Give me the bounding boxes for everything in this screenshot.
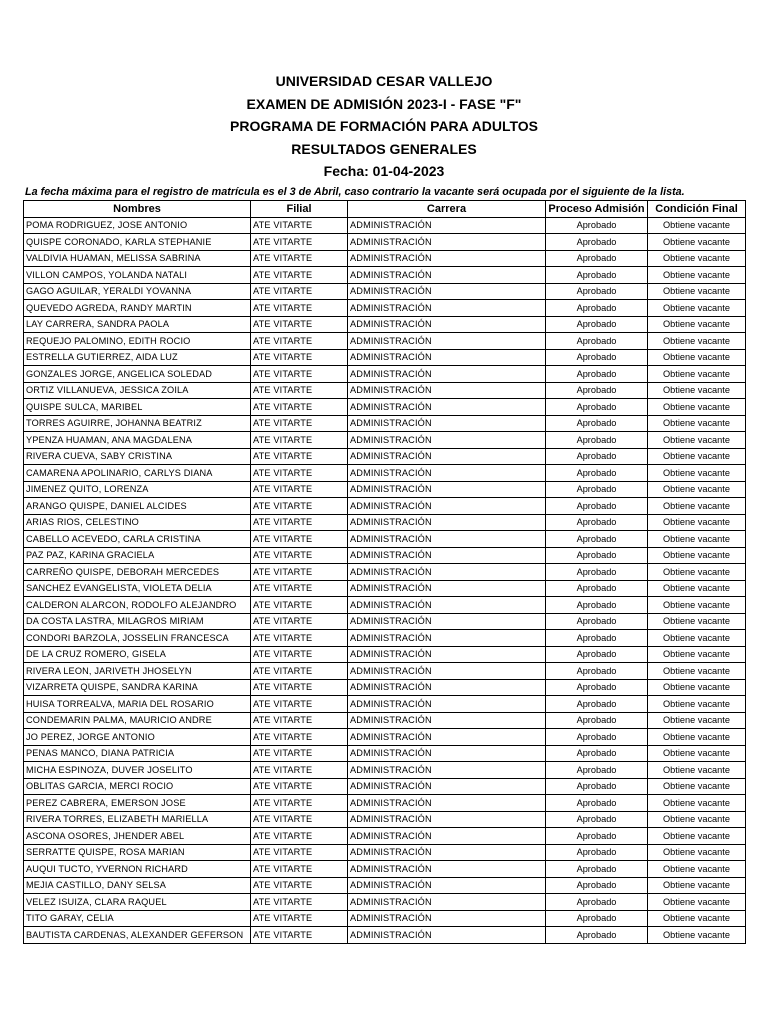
cell-filial: ATE VITARTE <box>251 861 348 878</box>
cell-nombre: JIMENEZ QUITO, LORENZA <box>24 481 251 498</box>
cell-condicion-final: Obtiene vacante <box>648 333 746 350</box>
cell-filial: ATE VITARTE <box>251 646 348 663</box>
table-row <box>24 564 746 581</box>
cell-filial: ATE VITARTE <box>251 712 348 729</box>
cell-condicion-final: Obtiene vacante <box>648 828 746 845</box>
cell-carrera: ADMINISTRACIÓN <box>348 861 546 878</box>
table-row <box>24 333 746 350</box>
cell-carrera: ADMINISTRACIÓN <box>348 415 546 432</box>
cell-condicion-final: Obtiene vacante <box>648 745 746 762</box>
cell-carrera: ADMINISTRACIÓN <box>348 250 546 267</box>
cell-nombre: OBLITAS GARCIA, MERCI ROCIO <box>24 778 251 795</box>
cell-proceso-admision: Aprobado <box>546 432 648 449</box>
cell-condicion-final: Obtiene vacante <box>648 316 746 333</box>
cell-carrera: ADMINISTRACIÓN <box>348 613 546 630</box>
cell-condicion-final: Obtiene vacante <box>648 465 746 482</box>
cell-nombre: CALDERON ALARCON, RODOLFO ALEJANDRO <box>24 597 251 614</box>
cell-condicion-final: Obtiene vacante <box>648 267 746 284</box>
cell-carrera: ADMINISTRACIÓN <box>348 729 546 746</box>
cell-filial: ATE VITARTE <box>251 613 348 630</box>
table-row <box>24 366 746 383</box>
cell-proceso-admision: Aprobado <box>546 399 648 416</box>
cell-condicion-final: Obtiene vacante <box>648 283 746 300</box>
cell-nombre: DA COSTA LASTRA, MILAGROS MIRIAM <box>24 613 251 630</box>
column-header-condicion-final: Condición Final <box>648 201 746 218</box>
cell-carrera: ADMINISTRACIÓN <box>348 795 546 812</box>
cell-carrera: ADMINISTRACIÓN <box>348 778 546 795</box>
cell-filial: ATE VITARTE <box>251 795 348 812</box>
cell-proceso-admision: Aprobado <box>546 696 648 713</box>
cell-proceso-admision: Aprobado <box>546 316 648 333</box>
cell-carrera: ADMINISTRACIÓN <box>348 564 546 581</box>
table-row <box>24 547 746 564</box>
results-title: RESULTADOS GENERALES <box>291 140 477 157</box>
cell-proceso-admision: Aprobado <box>546 448 648 465</box>
cell-proceso-admision: Aprobado <box>546 415 648 432</box>
cell-filial: ATE VITARTE <box>251 531 348 548</box>
cell-condicion-final: Obtiene vacante <box>648 762 746 779</box>
cell-condicion-final: Obtiene vacante <box>648 630 746 647</box>
cell-nombre: VELEZ ISUIZA, CLARA RAQUEL <box>24 894 251 911</box>
cell-carrera: ADMINISTRACIÓN <box>348 696 546 713</box>
cell-filial: ATE VITARTE <box>251 514 348 531</box>
table-row <box>24 679 746 696</box>
cell-proceso-admision: Aprobado <box>546 250 648 267</box>
cell-nombre: POMA RODRIGUEZ, JOSE ANTONIO <box>24 217 251 234</box>
cell-proceso-admision: Aprobado <box>546 366 648 383</box>
cell-nombre: BAUTISTA CARDENAS, ALEXANDER GEFERSON <box>24 927 251 944</box>
cell-proceso-admision: Aprobado <box>546 630 648 647</box>
cell-condicion-final: Obtiene vacante <box>648 729 746 746</box>
cell-proceso-admision: Aprobado <box>546 861 648 878</box>
cell-filial: ATE VITARTE <box>251 894 348 911</box>
cell-filial: ATE VITARTE <box>251 844 348 861</box>
cell-nombre: TORRES AGUIRRE, JOHANNA BEATRIZ <box>24 415 251 432</box>
cell-carrera: ADMINISTRACIÓN <box>348 679 546 696</box>
cell-nombre: RIVERA TORRES, ELIZABETH MARIELLA <box>24 811 251 828</box>
cell-condicion-final: Obtiene vacante <box>648 910 746 927</box>
cell-nombre: YPENZA HUAMAN, ANA MAGDALENA <box>24 432 251 449</box>
cell-proceso-admision: Aprobado <box>546 597 648 614</box>
table-row <box>24 696 746 713</box>
cell-filial: ATE VITARTE <box>251 349 348 366</box>
cell-condicion-final: Obtiene vacante <box>648 432 746 449</box>
cell-proceso-admision: Aprobado <box>546 382 648 399</box>
cell-condicion-final: Obtiene vacante <box>648 795 746 812</box>
table-row <box>24 927 746 944</box>
cell-carrera: ADMINISTRACIÓN <box>348 927 546 944</box>
table-row <box>24 613 746 630</box>
table-row <box>24 316 746 333</box>
cell-carrera: ADMINISTRACIÓN <box>348 894 546 911</box>
cell-filial: ATE VITARTE <box>251 267 348 284</box>
cell-filial: ATE VITARTE <box>251 729 348 746</box>
cell-carrera: ADMINISTRACIÓN <box>348 481 546 498</box>
cell-condicion-final: Obtiene vacante <box>648 234 746 251</box>
cell-filial: ATE VITARTE <box>251 778 348 795</box>
cell-carrera: ADMINISTRACIÓN <box>348 910 546 927</box>
cell-filial: ATE VITARTE <box>251 745 348 762</box>
table-row <box>24 630 746 647</box>
cell-filial: ATE VITARTE <box>251 580 348 597</box>
cell-filial: ATE VITARTE <box>251 300 348 317</box>
cell-filial: ATE VITARTE <box>251 234 348 251</box>
cell-nombre: JO PEREZ, JORGE ANTONIO <box>24 729 251 746</box>
cell-proceso-admision: Aprobado <box>546 795 648 812</box>
cell-carrera: ADMINISTRACIÓN <box>348 217 546 234</box>
table-row <box>24 910 746 927</box>
cell-carrera: ADMINISTRACIÓN <box>348 465 546 482</box>
cell-nombre: CAMARENA APOLINARIO, CARLYS DIANA <box>24 465 251 482</box>
table-row <box>24 778 746 795</box>
table-row <box>24 811 746 828</box>
cell-condicion-final: Obtiene vacante <box>648 811 746 828</box>
cell-proceso-admision: Aprobado <box>546 877 648 894</box>
cell-proceso-admision: Aprobado <box>546 349 648 366</box>
cell-proceso-admision: Aprobado <box>546 580 648 597</box>
cell-nombre: AUQUI TUCTO, YVERNON RICHARD <box>24 861 251 878</box>
cell-carrera: ADMINISTRACIÓN <box>348 712 546 729</box>
cell-filial: ATE VITARTE <box>251 630 348 647</box>
cell-nombre: PAZ PAZ, KARINA GRACIELA <box>24 547 251 564</box>
cell-carrera: ADMINISTRACIÓN <box>348 844 546 861</box>
column-header-filial: Filial <box>251 201 348 218</box>
table-row <box>24 432 746 449</box>
table-row <box>24 448 746 465</box>
table-row <box>24 415 746 432</box>
cell-proceso-admision: Aprobado <box>546 811 648 828</box>
cell-proceso-admision: Aprobado <box>546 844 648 861</box>
cell-carrera: ADMINISTRACIÓN <box>348 283 546 300</box>
cell-filial: ATE VITARTE <box>251 465 348 482</box>
cell-condicion-final: Obtiene vacante <box>648 481 746 498</box>
cell-nombre: ARIAS RIOS, CELESTINO <box>24 514 251 531</box>
cell-nombre: CONDEMARIN PALMA, MAURICIO ANDRE <box>24 712 251 729</box>
cell-carrera: ADMINISTRACIÓN <box>348 382 546 399</box>
table-row <box>24 217 746 234</box>
program-title: PROGRAMA DE FORMACIÓN PARA ADULTOS <box>230 118 538 134</box>
date-line: Fecha: 01-04-2023 <box>323 163 445 179</box>
cell-proceso-admision: Aprobado <box>546 514 648 531</box>
table-row <box>24 267 746 284</box>
cell-carrera: ADMINISTRACIÓN <box>348 877 546 894</box>
cell-proceso-admision: Aprobado <box>546 778 648 795</box>
table-row <box>24 514 746 531</box>
cell-proceso-admision: Aprobado <box>546 564 648 581</box>
cell-carrera: ADMINISTRACIÓN <box>348 547 546 564</box>
table-row <box>24 481 746 498</box>
table-row <box>24 300 746 317</box>
table-row <box>24 597 746 614</box>
cell-filial: ATE VITARTE <box>251 432 348 449</box>
results-table <box>23 200 746 944</box>
cell-proceso-admision: Aprobado <box>546 333 648 350</box>
cell-carrera: ADMINISTRACIÓN <box>348 366 546 383</box>
cell-carrera: ADMINISTRACIÓN <box>348 646 546 663</box>
cell-condicion-final: Obtiene vacante <box>648 861 746 878</box>
cell-nombre: ORTIZ VILLANUEVA, JESSICA ZOILA <box>24 382 251 399</box>
cell-proceso-admision: Aprobado <box>546 927 648 944</box>
cell-proceso-admision: Aprobado <box>546 300 648 317</box>
cell-proceso-admision: Aprobado <box>546 663 648 680</box>
cell-filial: ATE VITARTE <box>251 448 348 465</box>
cell-nombre: SANCHEZ EVANGELISTA, VIOLETA DELIA <box>24 580 251 597</box>
table-row <box>24 844 746 861</box>
cell-condicion-final: Obtiene vacante <box>648 663 746 680</box>
table-row <box>24 729 746 746</box>
table-row <box>24 382 746 399</box>
cell-filial: ATE VITARTE <box>251 366 348 383</box>
cell-proceso-admision: Aprobado <box>546 267 648 284</box>
cell-filial: ATE VITARTE <box>251 333 348 350</box>
cell-condicion-final: Obtiene vacante <box>648 498 746 515</box>
cell-condicion-final: Obtiene vacante <box>648 415 746 432</box>
cell-condicion-final: Obtiene vacante <box>648 927 746 944</box>
cell-filial: ATE VITARTE <box>251 283 348 300</box>
table-row <box>24 250 746 267</box>
cell-filial: ATE VITARTE <box>251 828 348 845</box>
document-header <box>0 70 768 183</box>
cell-filial: ATE VITARTE <box>251 547 348 564</box>
table-header-row <box>24 201 746 218</box>
cell-nombre: REQUEJO PALOMINO, EDITH ROCIO <box>24 333 251 350</box>
cell-proceso-admision: Aprobado <box>546 729 648 746</box>
column-header-carrera: Carrera <box>348 201 546 218</box>
cell-condicion-final: Obtiene vacante <box>648 778 746 795</box>
cell-proceso-admision: Aprobado <box>546 712 648 729</box>
cell-carrera: ADMINISTRACIÓN <box>348 597 546 614</box>
cell-filial: ATE VITARTE <box>251 481 348 498</box>
cell-filial: ATE VITARTE <box>251 498 348 515</box>
cell-carrera: ADMINISTRACIÓN <box>348 531 546 548</box>
table-row <box>24 745 746 762</box>
cell-condicion-final: Obtiene vacante <box>648 877 746 894</box>
cell-condicion-final: Obtiene vacante <box>648 250 746 267</box>
cell-condicion-final: Obtiene vacante <box>648 448 746 465</box>
cell-carrera: ADMINISTRACIÓN <box>348 811 546 828</box>
results-table-body <box>24 217 746 943</box>
cell-condicion-final: Obtiene vacante <box>648 696 746 713</box>
exam-title: EXAMEN DE ADMISIÓN 2023-I - FASE "F" <box>246 95 522 112</box>
university-title: UNIVERSIDAD CESAR VALLEJO <box>275 73 493 89</box>
cell-nombre: RIVERA CUEVA, SABY CRISTINA <box>24 448 251 465</box>
cell-proceso-admision: Aprobado <box>546 498 648 515</box>
cell-carrera: ADMINISTRACIÓN <box>348 267 546 284</box>
cell-nombre: QUEVEDO AGREDA, RANDY MARTIN <box>24 300 251 317</box>
cell-nombre: GAGO AGUILAR, YERALDI YOVANNA <box>24 283 251 300</box>
cell-filial: ATE VITARTE <box>251 597 348 614</box>
cell-nombre: MEJIA CASTILLO, DANY SELSA <box>24 877 251 894</box>
cell-condicion-final: Obtiene vacante <box>648 646 746 663</box>
cell-filial: ATE VITARTE <box>251 217 348 234</box>
cell-nombre: CARREÑO QUISPE, DEBORAH MERCEDES <box>24 564 251 581</box>
cell-carrera: ADMINISTRACIÓN <box>348 432 546 449</box>
table-row <box>24 877 746 894</box>
cell-condicion-final: Obtiene vacante <box>648 531 746 548</box>
cell-proceso-admision: Aprobado <box>546 481 648 498</box>
cell-condicion-final: Obtiene vacante <box>648 564 746 581</box>
cell-proceso-admision: Aprobado <box>546 465 648 482</box>
cell-proceso-admision: Aprobado <box>546 762 648 779</box>
cell-carrera: ADMINISTRACIÓN <box>348 498 546 515</box>
enrollment-notice: La fecha máxima para el registro de matrícula es el 3 de Abril, caso contrario la vacante será ocupada por el siguiente de la lista. <box>25 186 685 198</box>
table-row <box>24 795 746 812</box>
table-row <box>24 762 746 779</box>
column-header-proceso-admision: Proceso Admisión <box>546 201 648 218</box>
table-row <box>24 894 746 911</box>
cell-proceso-admision: Aprobado <box>546 894 648 911</box>
cell-filial: ATE VITARTE <box>251 910 348 927</box>
table-row <box>24 349 746 366</box>
cell-filial: ATE VITARTE <box>251 250 348 267</box>
cell-condicion-final: Obtiene vacante <box>648 514 746 531</box>
cell-filial: ATE VITARTE <box>251 811 348 828</box>
cell-filial: ATE VITARTE <box>251 877 348 894</box>
cell-nombre: QUISPE CORONADO, KARLA STEPHANIE <box>24 234 251 251</box>
cell-carrera: ADMINISTRACIÓN <box>348 349 546 366</box>
cell-nombre: ESTRELLA GUTIERREZ, AIDA LUZ <box>24 349 251 366</box>
cell-condicion-final: Obtiene vacante <box>648 844 746 861</box>
table-row <box>24 828 746 845</box>
cell-carrera: ADMINISTRACIÓN <box>348 514 546 531</box>
cell-carrera: ADMINISTRACIÓN <box>348 399 546 416</box>
cell-filial: ATE VITARTE <box>251 762 348 779</box>
cell-nombre: ASCONA OSORES, JHENDER ABEL <box>24 828 251 845</box>
cell-filial: ATE VITARTE <box>251 415 348 432</box>
cell-carrera: ADMINISTRACIÓN <box>348 316 546 333</box>
cell-nombre: GONZALES JORGE, ANGELICA SOLEDAD <box>24 366 251 383</box>
cell-filial: ATE VITARTE <box>251 679 348 696</box>
cell-nombre: QUISPE SULCA, MARIBEL <box>24 399 251 416</box>
cell-nombre: SERRATTE QUISPE, ROSA MARIAN <box>24 844 251 861</box>
cell-filial: ATE VITARTE <box>251 564 348 581</box>
table-row <box>24 712 746 729</box>
cell-nombre: RIVERA LEON, JARIVETH JHOSELYN <box>24 663 251 680</box>
cell-condicion-final: Obtiene vacante <box>648 679 746 696</box>
cell-proceso-admision: Aprobado <box>546 910 648 927</box>
cell-condicion-final: Obtiene vacante <box>648 597 746 614</box>
table-row <box>24 234 746 251</box>
cell-nombre: PEREZ CABRERA, EMERSON JOSE <box>24 795 251 812</box>
cell-carrera: ADMINISTRACIÓN <box>348 448 546 465</box>
cell-condicion-final: Obtiene vacante <box>648 712 746 729</box>
cell-condicion-final: Obtiene vacante <box>648 547 746 564</box>
table-row <box>24 646 746 663</box>
cell-proceso-admision: Aprobado <box>546 679 648 696</box>
cell-carrera: ADMINISTRACIÓN <box>348 828 546 845</box>
cell-carrera: ADMINISTRACIÓN <box>348 234 546 251</box>
cell-nombre: VALDIVIA HUAMAN, MELISSA SABRINA <box>24 250 251 267</box>
cell-condicion-final: Obtiene vacante <box>648 300 746 317</box>
table-row <box>24 399 746 416</box>
cell-condicion-final: Obtiene vacante <box>648 580 746 597</box>
cell-nombre: PENAS MANCO, DIANA PATRICIA <box>24 745 251 762</box>
cell-proceso-admision: Aprobado <box>546 234 648 251</box>
cell-nombre: MICHA ESPINOZA, DUVER JOSELITO <box>24 762 251 779</box>
cell-filial: ATE VITARTE <box>251 399 348 416</box>
table-row <box>24 283 746 300</box>
cell-nombre: VILLON CAMPOS, YOLANDA NATALI <box>24 267 251 284</box>
cell-filial: ATE VITARTE <box>251 316 348 333</box>
cell-nombre: VIZARRETA QUISPE, SANDRA KARINA <box>24 679 251 696</box>
cell-nombre: DE LA CRUZ ROMERO, GISELA <box>24 646 251 663</box>
cell-proceso-admision: Aprobado <box>546 547 648 564</box>
cell-filial: ATE VITARTE <box>251 696 348 713</box>
cell-filial: ATE VITARTE <box>251 663 348 680</box>
cell-proceso-admision: Aprobado <box>546 745 648 762</box>
cell-condicion-final: Obtiene vacante <box>648 399 746 416</box>
cell-carrera: ADMINISTRACIÓN <box>348 580 546 597</box>
cell-condicion-final: Obtiene vacante <box>648 613 746 630</box>
table-row <box>24 498 746 515</box>
table-row <box>24 465 746 482</box>
table-row <box>24 580 746 597</box>
cell-nombre: CABELLO ACEVEDO, CARLA CRISTINA <box>24 531 251 548</box>
cell-nombre: ARANGO QUISPE, DANIEL ALCIDES <box>24 498 251 515</box>
cell-carrera: ADMINISTRACIÓN <box>348 630 546 647</box>
cell-carrera: ADMINISTRACIÓN <box>348 745 546 762</box>
cell-condicion-final: Obtiene vacante <box>648 349 746 366</box>
cell-proceso-admision: Aprobado <box>546 531 648 548</box>
cell-proceso-admision: Aprobado <box>546 217 648 234</box>
cell-nombre: CONDORI BARZOLA, JOSSELIN FRANCESCA <box>24 630 251 647</box>
table-row <box>24 663 746 680</box>
cell-proceso-admision: Aprobado <box>546 613 648 630</box>
cell-proceso-admision: Aprobado <box>546 646 648 663</box>
cell-condicion-final: Obtiene vacante <box>648 894 746 911</box>
cell-carrera: ADMINISTRACIÓN <box>348 663 546 680</box>
cell-proceso-admision: Aprobado <box>546 283 648 300</box>
cell-nombre: TITO GARAY, CELIA <box>24 910 251 927</box>
cell-condicion-final: Obtiene vacante <box>648 366 746 383</box>
cell-carrera: ADMINISTRACIÓN <box>348 300 546 317</box>
column-header-nombres: Nombres <box>24 201 251 218</box>
cell-filial: ATE VITARTE <box>251 382 348 399</box>
cell-nombre: LAY CARRERA, SANDRA PAOLA <box>24 316 251 333</box>
table-row <box>24 531 746 548</box>
cell-condicion-final: Obtiene vacante <box>648 382 746 399</box>
cell-nombre: HUISA TORREALVA, MARIA DEL ROSARIO <box>24 696 251 713</box>
cell-filial: ATE VITARTE <box>251 927 348 944</box>
cell-proceso-admision: Aprobado <box>546 828 648 845</box>
cell-carrera: ADMINISTRACIÓN <box>348 762 546 779</box>
cell-condicion-final: Obtiene vacante <box>648 217 746 234</box>
cell-carrera: ADMINISTRACIÓN <box>348 333 546 350</box>
table-row <box>24 861 746 878</box>
